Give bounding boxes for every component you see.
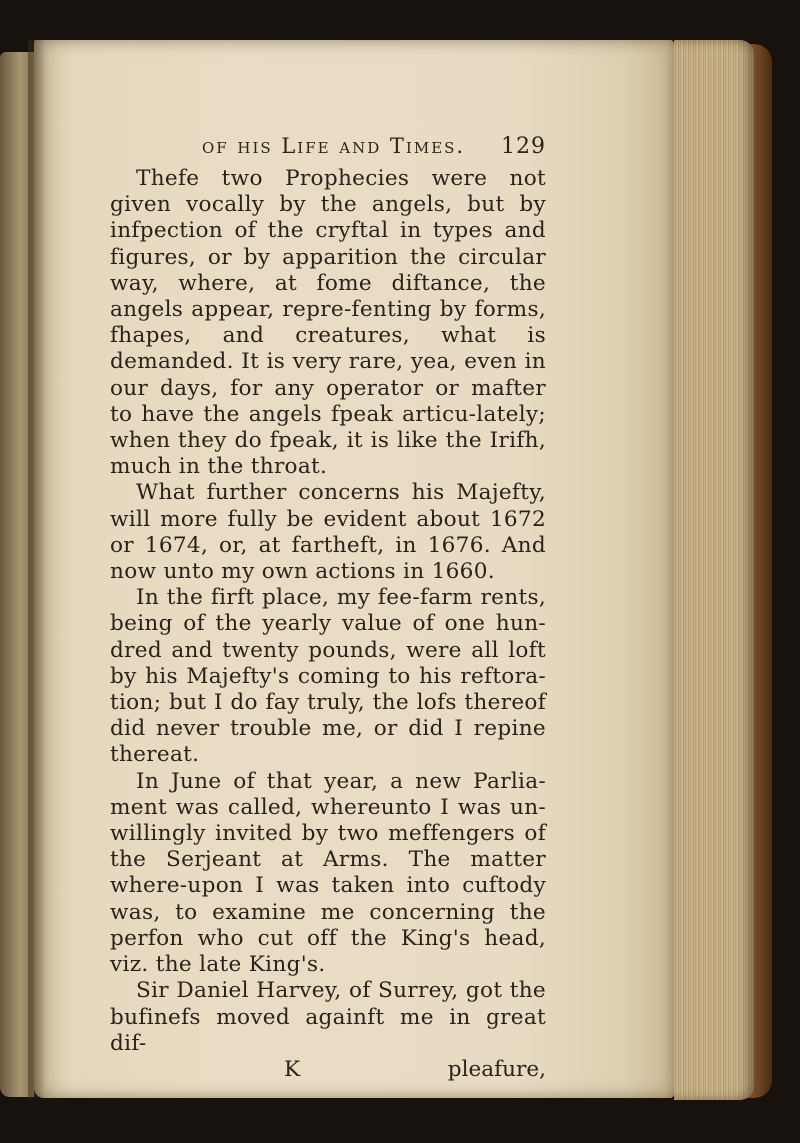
- gutter-shadow: [28, 40, 46, 1098]
- paragraph-harvey: Sir Daniel Harvey, of Surrey, got the bufinefs moved againft me in great dif-: [110, 978, 546, 1056]
- paragraph-majesty: What further concerns his Majefty, will more fully be evident about 1672 or 1674, or, at fartheft, in 1676. And now unto my own actions in 1660.: [110, 480, 546, 585]
- running-head: [110, 130, 546, 166]
- page-number: 129: [501, 134, 546, 159]
- catchword: pleafure,: [447, 1056, 546, 1082]
- paragraph-prophecies: Thefe two Prophecies were not given vocally by the angels, but by infpection of the cryftal in types and figures, or by apparition the circular way, where, at fome diftance, the angels appear, repre-fenting by forms, fhapes, and creatures, what is demanded. It is very rare, yea, even in our days, for any operator or mafter to have the angels fpeak articu-lately; when they do fpeak, it is like the Irifh, much in the throat.: [110, 166, 546, 480]
- signature-mark: K: [284, 1056, 301, 1082]
- page-fore-edges: [674, 40, 754, 1100]
- paragraph-fee-farm: In the firft place, my fee-farm rents, being of the yearly value of one hun-dred and twenty pounds, were all loft by his Majefty's coming to his reftora-tion; but I do fay truly, the lofs thereof did never trouble me, or did I repine thereat.: [110, 585, 546, 768]
- paragraph-parliament: In June of that year, a new Parlia-ment was called, whereunto I was un-willingly invited by two meffengers of the Serjeant at Arms. The matter where-upon I was taken into cuftody was, to examine me concerning the perfon who cut off the King's head, viz. the late King's.: [110, 768, 546, 978]
- running-head-title: of his Life and Times.: [202, 134, 466, 158]
- body-text: [110, 166, 546, 1057]
- page-content: [110, 130, 546, 1083]
- catchline: [110, 1057, 546, 1083]
